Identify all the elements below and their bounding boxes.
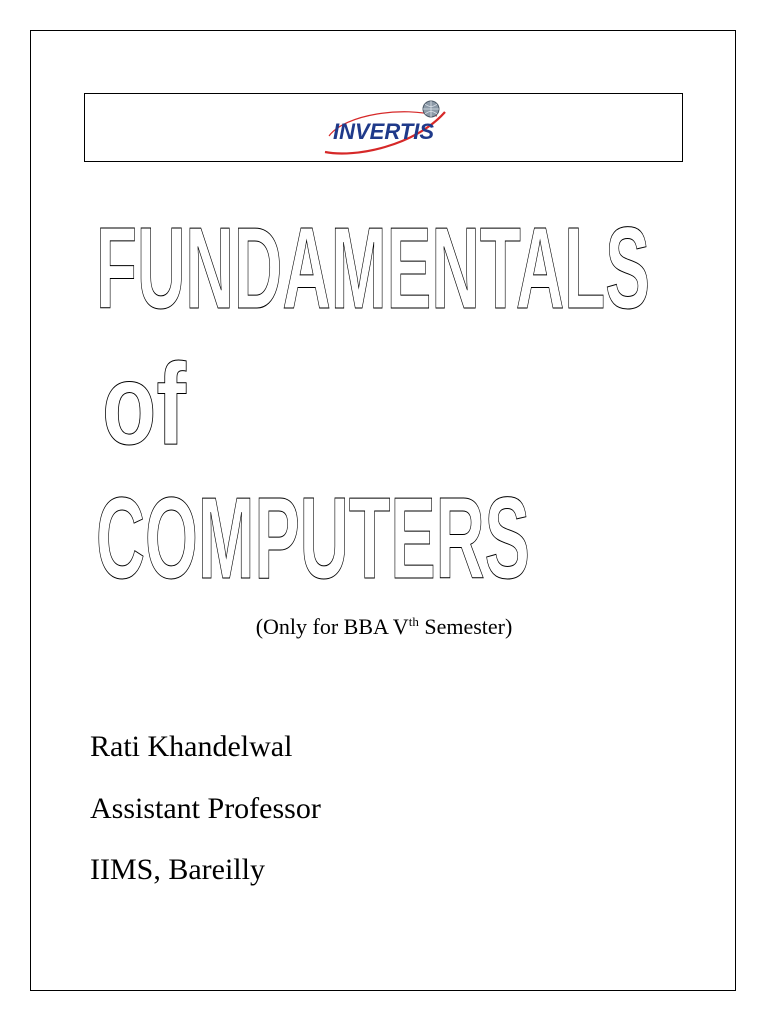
document-title xyxy=(80,190,680,603)
globe-icon xyxy=(423,101,439,117)
invertis-logo xyxy=(315,94,455,162)
author-institute: IIMS, Bareilly xyxy=(90,853,265,886)
title-line-fundamentals: FUNDAMENTALS xyxy=(96,203,650,333)
title-line-of: of xyxy=(102,339,187,469)
subtitle-prefix: (Only for BBA V xyxy=(255,614,409,639)
author-name: Rati Khandelwal xyxy=(90,730,293,763)
logo-text: INVERTIS xyxy=(333,119,435,144)
title-line-computers: COMPUTERS xyxy=(96,473,530,603)
subtitle-superscript: th xyxy=(408,614,419,629)
subtitle-suffix: Semester) xyxy=(418,614,513,639)
author-designation: Assistant Professor xyxy=(90,792,321,825)
course-subtitle xyxy=(0,614,768,640)
logo-banner xyxy=(84,93,683,162)
